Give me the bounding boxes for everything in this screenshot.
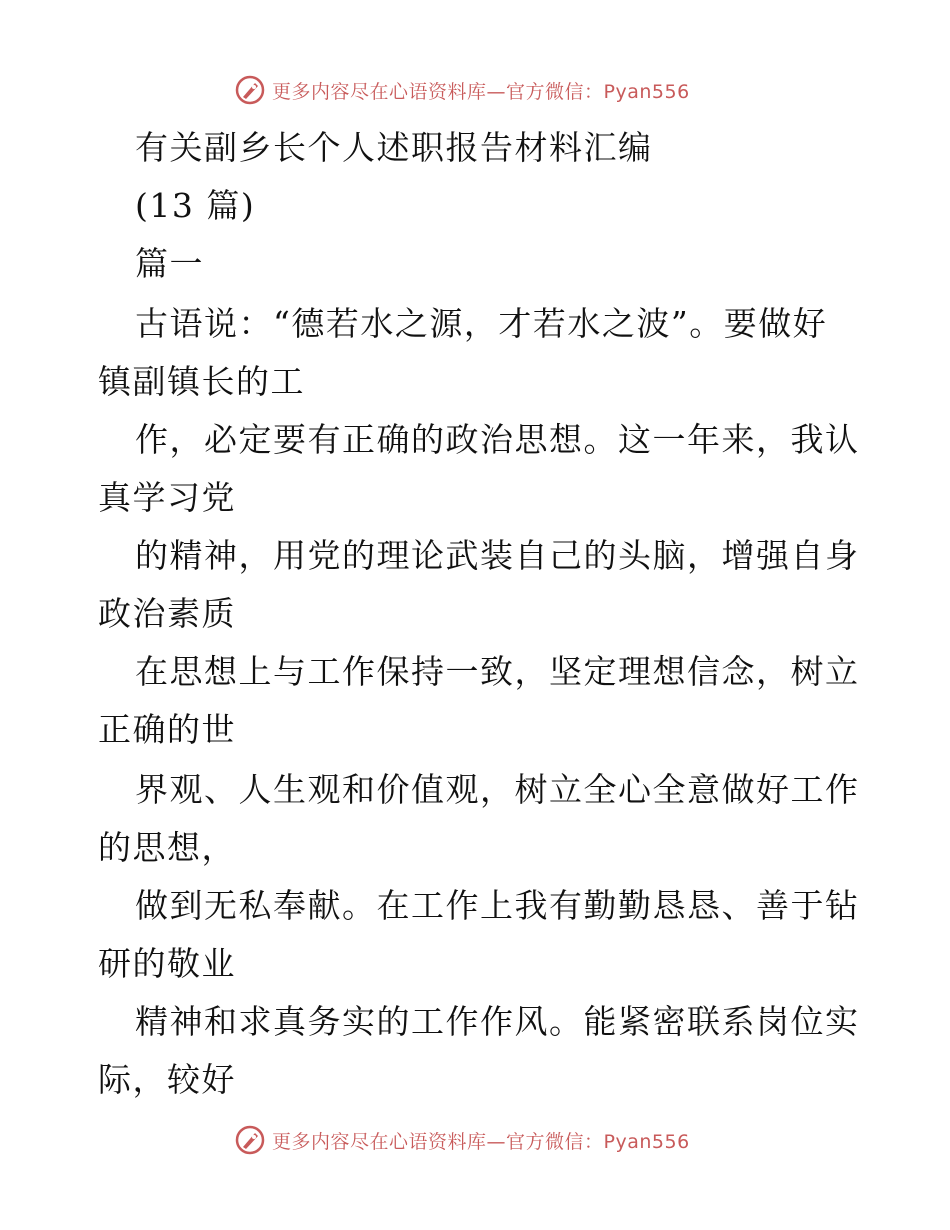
- body-line: 真学习党: [98, 478, 236, 517]
- body-line: 古语说：“德若水之源，才若水之波”。要做好: [135, 304, 828, 343]
- body-line: 正确的世: [98, 710, 236, 749]
- section-heading: 篇一: [135, 244, 204, 283]
- body-line: 的精神，用党的理论武装自己的头脑，增强自身: [135, 536, 860, 575]
- pen-nib-logo-icon: [234, 74, 266, 106]
- body-line: 精神和求真务实的工作作风。能紧密联系岗位实: [135, 1002, 860, 1041]
- document-subtitle: (13 篇): [135, 186, 256, 225]
- body-line: 镇副镇长的工: [98, 362, 305, 401]
- watermark-text: 更多内容尽在心语资料库—官方微信：Pyan556: [272, 80, 690, 103]
- body-line: 政治素质: [98, 594, 236, 633]
- body-line: 作，必定要有正确的政治思想。这一年来，我认: [135, 420, 860, 459]
- body-line: 界观、人生观和价值观，树立全心全意做好工作: [135, 770, 860, 809]
- body-line: 的思想，: [98, 828, 236, 867]
- document-title: 有关副乡长个人述职报告材料汇编: [135, 128, 653, 167]
- pen-nib-logo-icon: [234, 1124, 266, 1156]
- footer-watermark: [234, 1122, 690, 1158]
- watermark-text: 更多内容尽在心语资料库—官方微信：Pyan556: [272, 1130, 690, 1153]
- body-line: 在思想上与工作保持一致，坚定理想信念，树立: [135, 652, 860, 691]
- body-line: 研的敬业: [98, 944, 236, 983]
- header-watermark: [234, 72, 690, 108]
- body-line: 做到无私奉献。在工作上我有勤勤恳恳、善于钻: [135, 886, 860, 925]
- body-line: 际，较好: [98, 1060, 236, 1099]
